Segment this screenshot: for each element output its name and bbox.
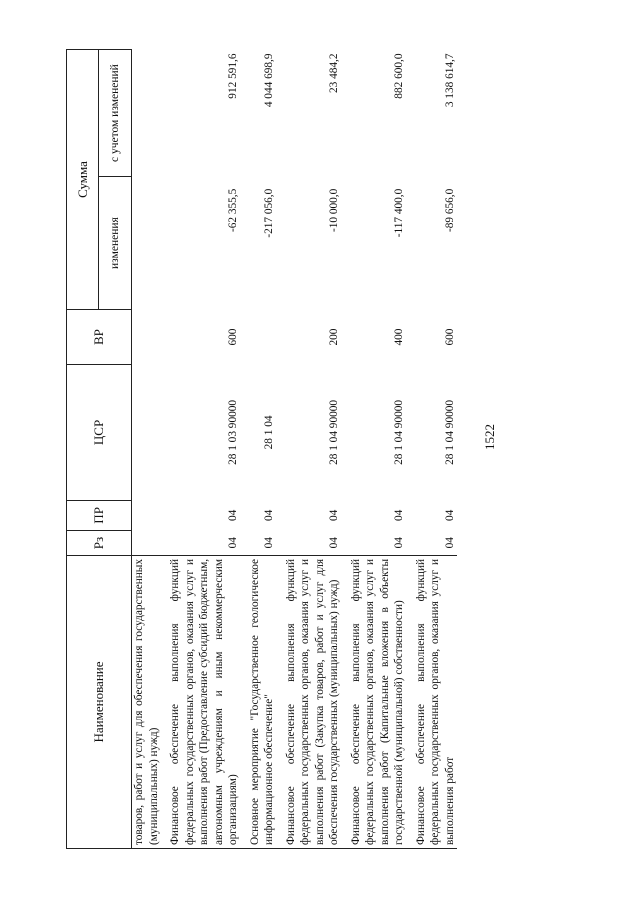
row-csr: 28 1 04 90000 [393, 399, 405, 465]
row-pr: 04 [227, 509, 239, 522]
header-change: изменения [99, 177, 132, 310]
row-with-changes: 3 138 614,7 [443, 53, 456, 108]
row-csr [132, 365, 162, 500]
table-row [161, 50, 241, 849]
table-row [277, 50, 342, 849]
row-rz: 04 [443, 537, 456, 549]
row-vr [241, 309, 277, 364]
row-name: Финансовое обеспечение выполнения функций федеральных государственных органов, оказания услуг и выполнения работ [407, 555, 458, 848]
row-name: товаров, работ и услуг для обеспечения государственных (муниципальных) нужд) [132, 555, 162, 848]
row-csr: 28 1 04 90000 [443, 399, 456, 465]
table-row [132, 50, 162, 849]
row-vr: 200 [328, 328, 340, 346]
row-change [132, 177, 162, 310]
row-change: -89 656,0 [443, 188, 456, 233]
row-vr: 400 [393, 328, 405, 346]
header-with-changes: с учетом изменений [99, 50, 132, 177]
row-change: -62 355,5 [227, 188, 239, 233]
row-pr: 04 [263, 509, 275, 522]
row-name: Финансовое обеспечение выполнения функций федеральных государственных органов, оказания услуг и выполнения работ (Предоставление субсидий бюджетным, автономным учреждениям и иным некоммерческим организациям) [161, 555, 241, 848]
row-rz: 04 [227, 537, 239, 549]
header-vr: ВР [67, 309, 132, 364]
row-with-changes: 23 484,2 [328, 53, 340, 94]
table-body [132, 50, 458, 849]
row-pr: 04 [328, 509, 340, 522]
row-with-changes [132, 50, 162, 177]
row-change: -217 056,0 [263, 188, 275, 238]
row-csr: 28 1 03 90000 [227, 399, 239, 465]
table-header [67, 50, 132, 849]
table-row [241, 50, 277, 849]
row-with-changes: 4 044 698,9 [263, 53, 275, 108]
header-csr: ЦСР [67, 365, 132, 500]
row-rz [132, 531, 162, 556]
page-number: 1522 [482, 424, 497, 450]
row-pr: 04 [393, 509, 405, 522]
row-pr [132, 500, 162, 530]
row-rz: 04 [328, 537, 340, 549]
row-change: -117 400,0 [393, 188, 405, 238]
row-name: Основное мероприятие "Государственное геологическое информационное обеспечение" [241, 555, 277, 848]
row-vr: 600 [443, 328, 456, 346]
header-sum: Сумма [67, 50, 99, 310]
row-vr [132, 309, 162, 364]
table-row [342, 50, 407, 849]
row-with-changes: 912 591,6 [227, 53, 239, 99]
row-csr: 28 1 04 [263, 415, 275, 450]
header-rz: Рз [67, 531, 132, 556]
header-pr: ПР [67, 500, 132, 530]
row-name: Финансовое обеспечение выполнения функций федеральных государственных органов, оказания услуг и выполнения работ (Капитальные вложения в объекты государственной (муниципальной) собственности) [342, 555, 407, 848]
row-change: -10 000,0 [328, 188, 340, 233]
table-row [407, 50, 458, 849]
row-with-changes: 882 600,0 [393, 53, 405, 99]
budget-table [66, 49, 457, 849]
row-rz: 04 [263, 537, 275, 549]
row-csr: 28 1 04 90000 [328, 399, 340, 465]
row-pr: 04 [443, 509, 456, 522]
row-name: Финансовое обеспечение выполнения функций федеральных государственных органов, оказания услуг и выполнения работ (Закупка товаров, работ и услуг для обеспечения государственных (муниципальных) нужд) [277, 555, 342, 848]
header-name: Наименование [67, 555, 132, 848]
row-vr: 600 [227, 328, 239, 346]
row-rz: 04 [393, 537, 405, 549]
